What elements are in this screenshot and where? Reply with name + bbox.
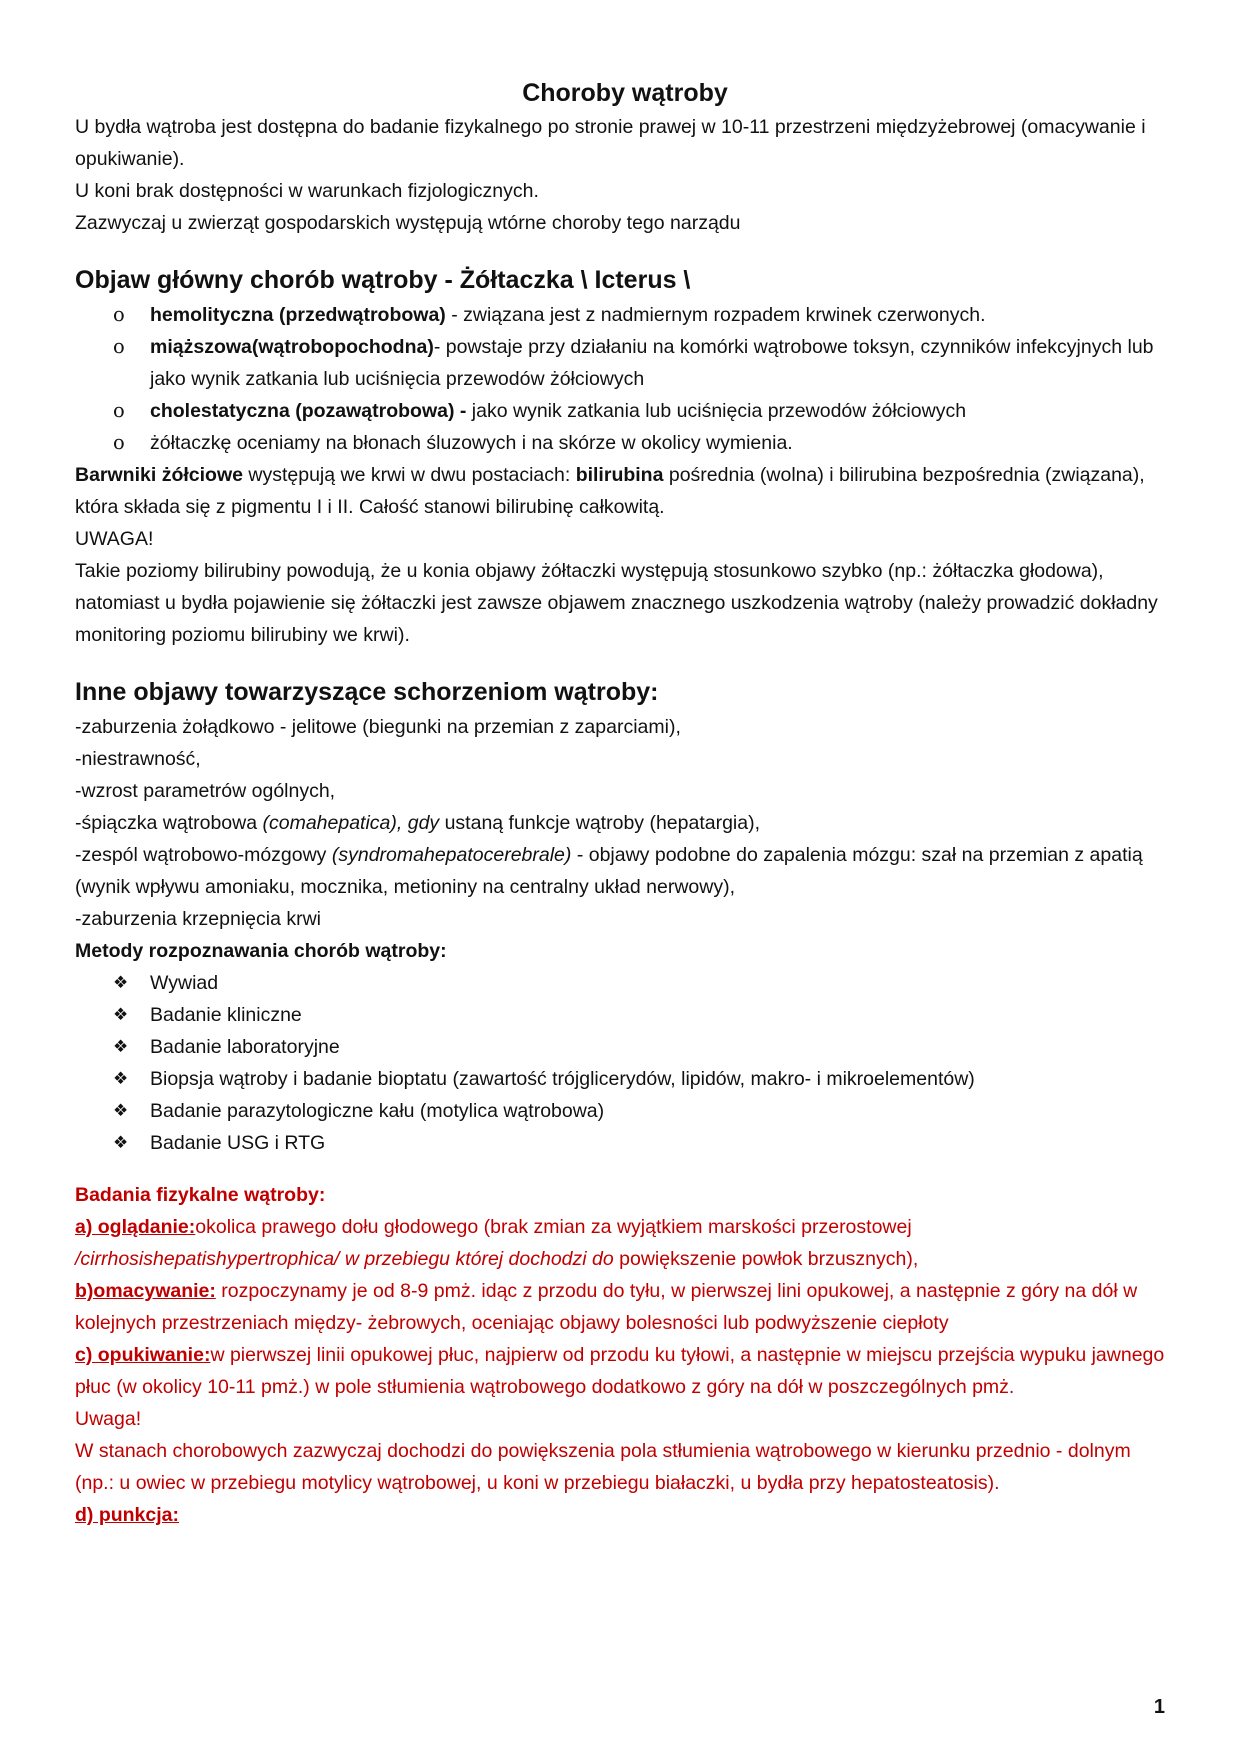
diamond-bullet-icon: ❖ xyxy=(113,1133,129,1153)
warning-label: UWAGA! xyxy=(75,528,154,550)
methods-heading-text: Metody rozpoznawania chorób wątroby: xyxy=(75,940,447,962)
diamond-bullet-icon: ❖ xyxy=(113,1069,129,1089)
warning-label: Uwaga! xyxy=(75,1408,142,1430)
list-item xyxy=(75,1063,1175,1095)
list-item xyxy=(75,967,1175,999)
puncture-label: d) punkcja: xyxy=(75,1504,180,1526)
bilirubin-term: bilirubina xyxy=(575,464,664,486)
latin-term: (syndromahepatocerebrale) xyxy=(331,844,572,866)
methods-heading xyxy=(75,935,1175,967)
list-item xyxy=(75,999,1175,1031)
item-text: Badanie laboratoryjne xyxy=(150,1036,340,1058)
warning-text: Takie poziomy bilirubiny powodują, że u konia objawy żółtaczki występują stosunkowo szybko (np.: żółtaczka głodowa), natomiast u bydła pojawienie się żółtaczki jest zawsze objawem znacznego uszkodzenia wątroby (należy prowadzić dokładny monitoring poziomu bilirubiny we krwi). xyxy=(75,560,1158,646)
symptom-text: - objawy podobne do zapalenia mózgu: szał na przemian z apatią (wynik wpływu amoniaku, mocznika, metioniny na centralny układ nerwowy), xyxy=(75,844,1143,898)
icterus-heading: Objaw główny chorób wątroby - Żółtaczka \ Icterus \ xyxy=(75,266,691,294)
item-text: jako wynik zatkania lub uciśnięcia przewodów żółciowych xyxy=(466,400,967,422)
physical-exam-section xyxy=(75,1179,1175,1531)
latin-term: /cirrhosishepatishypertrophica/ w przebiegu której dochodzi do xyxy=(75,1248,614,1270)
symptom-line: -niestrawność, xyxy=(75,748,201,770)
item-text: - związana jest z nadmiernym rozpadem krwinek czerwonych. xyxy=(445,304,986,326)
diamond-bullet-icon: ❖ xyxy=(113,1037,129,1057)
physical-heading xyxy=(75,1179,1175,1211)
puncture-paragraph xyxy=(75,1499,1175,1531)
pigments-term: Barwniki żółciowe xyxy=(75,464,243,486)
item-text: żółtaczkę oceniamy na błonach śluzowych i na skórze w okolicy wymienia. xyxy=(150,432,793,454)
bullet-marker: o xyxy=(113,399,125,422)
list-item xyxy=(75,1095,1175,1127)
palpation-label: b)omacywanie: xyxy=(75,1280,216,1302)
document-page xyxy=(75,76,1175,1531)
methods-list xyxy=(75,967,1175,1159)
pigments-paragraph xyxy=(75,459,1175,523)
inspection-text: okolica prawego dołu głodowego (brak zmian za wyjątkiem marskości przerostowej xyxy=(195,1216,912,1238)
item-text: Badanie parazytologiczne kału (motylica wątrobowa) xyxy=(150,1100,605,1122)
item-term: miąższowa(wątrobopochodna) xyxy=(150,336,434,358)
list-item xyxy=(75,1127,1175,1159)
list-item xyxy=(75,395,1175,427)
list-item xyxy=(75,299,1175,331)
list-item xyxy=(75,1031,1175,1063)
pigments-text: pośrednia (wolna) i bilirubina bezpośrednia (związana), która składa się z pigmentu I i II. Całość stanowi bilirubinę całkowitą. xyxy=(75,464,1145,518)
item-text: Badanie kliniczne xyxy=(150,1004,302,1026)
page-title: Choroby wątroby xyxy=(522,79,728,107)
other-symptoms-heading: Inne objawy towarzyszące schorzeniom wątroby: xyxy=(75,678,659,706)
symptom-line: -wzrost parametrów ogólnych, xyxy=(75,780,336,802)
symptom-line xyxy=(75,839,1175,903)
item-text: Biopsja wątroby i badanie bioptatu (zawartość trójglicerydów, lipidów, makro- i mikroelementów) xyxy=(150,1068,975,1090)
symptom-line: -zaburzenia żołądkowo - jelitowe (biegunki na przemian z zaparciami), xyxy=(75,716,681,738)
diamond-bullet-icon: ❖ xyxy=(113,1005,129,1025)
spacer xyxy=(75,1159,1175,1179)
warning-text: W stanach chorobowych zazwyczaj dochodzi do powiększenia pola stłumienia wątrobowego w kierunku przednio - dolnym (np.: u owiec w przebiegu motylicy wątrobowej, u koni w przebiegu białaczki, u bydła przy hepatosteatosis). xyxy=(75,1440,1131,1494)
percussion-label: c) opukiwanie: xyxy=(75,1344,211,1366)
percussion-paragraph xyxy=(75,1339,1175,1403)
item-text: Wywiad xyxy=(150,972,219,994)
symptom-line xyxy=(75,807,1175,839)
pigments-text: występują we krwi w dwu postaciach: xyxy=(242,464,576,486)
bullet-marker: o xyxy=(113,303,125,326)
item-text: Badanie USG i RTG xyxy=(150,1132,326,1154)
intro-line: U koni brak dostępności w warunkach fizjologicznych. xyxy=(75,180,539,202)
intro-section xyxy=(75,111,1175,239)
inspection-text: powiększenie powłok brzusznych), xyxy=(613,1248,919,1270)
inspection-paragraph xyxy=(75,1211,1175,1275)
list-item xyxy=(75,427,1175,459)
intro-line: Zazwyczaj u zwierząt gospodarskich występują wtórne choroby tego narządu xyxy=(75,212,741,234)
inspection-label: a) oglądanie: xyxy=(75,1216,196,1238)
icterus-list xyxy=(75,299,1175,459)
symptom-text: -zespól wątrobowo-mózgowy xyxy=(75,844,332,866)
item-text: - powstaje przy działaniu na komórki wątrobowe toksyn, czynników infekcyjnych lub jako wynik zatkania lub uciśnięcia przewodów żółciowych xyxy=(150,336,1154,390)
bullet-marker: o xyxy=(113,335,125,358)
symptom-line: -zaburzenia krzepnięcia krwi xyxy=(75,908,322,930)
item-term: cholestatyczna (pozawątrobowa) - xyxy=(150,400,467,422)
physical-heading-text: Badania fizykalne wątroby: xyxy=(75,1184,326,1206)
palpation-text: rozpoczynamy je od 8-9 pmż. idąc z przodu do tyłu, w pierwszej lini opukowej, a następnie z góry na dół w kolejnych przestrzeniach między- żebrowych, oceniając objawy bolesności lub podwyższenie ciepłoty xyxy=(75,1280,1138,1334)
item-term: hemolityczna (przedwątrobowa) xyxy=(150,304,446,326)
symptom-text: -śpiączka wątrobowa xyxy=(75,812,263,834)
symptom-text: ustaną funkcje wątroby (hepatargia), xyxy=(439,812,761,834)
intro-line: U bydła wątroba jest dostępna do badanie fizykalnego po stronie prawej w 10-11 przestrzeni międzyżebrowej (omacywanie i opukiwanie). xyxy=(75,116,1146,170)
latin-term: (comahepatica), gdy xyxy=(262,812,440,834)
list-item xyxy=(75,331,1175,395)
diamond-bullet-icon: ❖ xyxy=(113,1101,129,1121)
palpation-paragraph xyxy=(75,1275,1175,1339)
percussion-text: w pierwszej linii opukowej płuc, najpierw od przodu ku tyłowi, a następnie w miejscu przejścia wypuku jawnego płuc (w okolicy 10-11 pmż.) w pole stłumienia wątrobowego dodatkowo z góry na dół w poszczególnych pmż. xyxy=(75,1344,1165,1398)
bullet-marker: o xyxy=(113,431,125,454)
diamond-bullet-icon: ❖ xyxy=(113,973,129,993)
page-number: 1 xyxy=(1153,1696,1165,1718)
